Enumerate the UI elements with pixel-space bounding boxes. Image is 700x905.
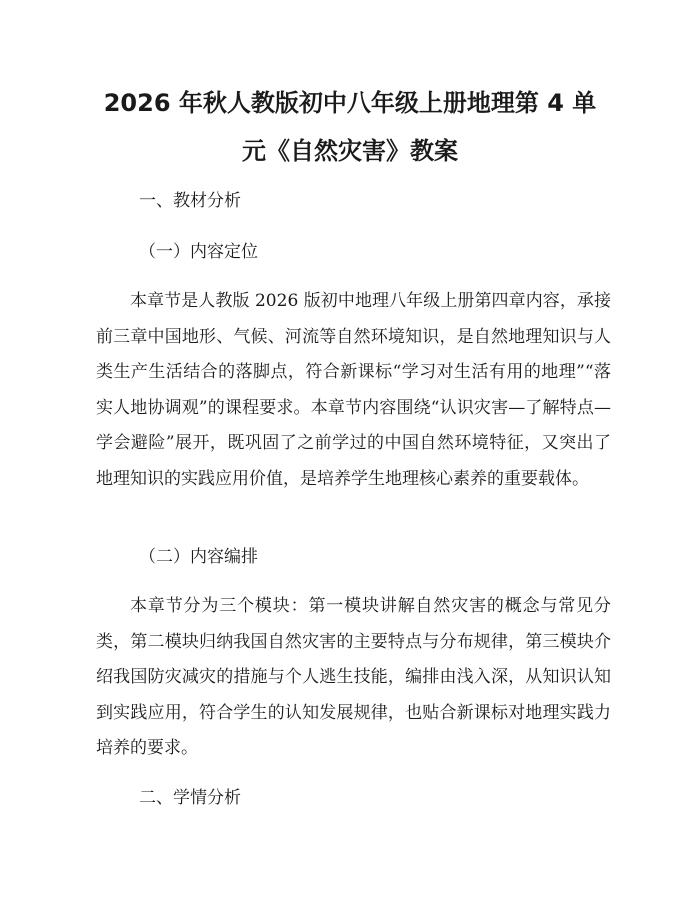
section-heading-textbook-analysis: 一、教材分析 — [139, 191, 241, 211]
document-title-line-2: 元《自然灾害》教案 — [242, 137, 458, 165]
subsection-heading-content-positioning: （一）内容定位 — [139, 242, 258, 262]
section-heading-student-analysis: 二、学情分析 — [139, 788, 241, 808]
paragraph-content-positioning: 本章节是人教版 2026 版初中地理八年级上册第四章内容，承接前三章中国地形、气候、河流等自然环境知识，是自然地理知识与人类生产生活结合的落脚点，符合新课标“学习对生活有用的地理”“落实人地协调观”的课程要求。本章节内容围绕“认识灾害—了解特点—学会避险”展开，既巩固了之前学过的中国自然环境特征，又突出了地理知识的实践应用价值，是培养学生地理核心素养的重要载体。 — [96, 291, 611, 489]
subsection-heading-content-arrangement: （二）内容编排 — [139, 547, 258, 567]
paragraph-content-arrangement: 本章节分为三个模块：第一模块讲解自然灾害的概念与常见分类，第二模块归纳我国自然灾害的主要特点与分布规律，第三模块介绍我国防灾减灾的措施与个人逃生技能，编排由浅入深，从知识认知到实践应用，符合学生的认知发展规律，也贴合新课标对地理实践力培养的要求。 — [96, 596, 611, 759]
document-title-line-1: 2026 年秋人教版初中八年级上册地理第 4 单 — [103, 89, 597, 117]
